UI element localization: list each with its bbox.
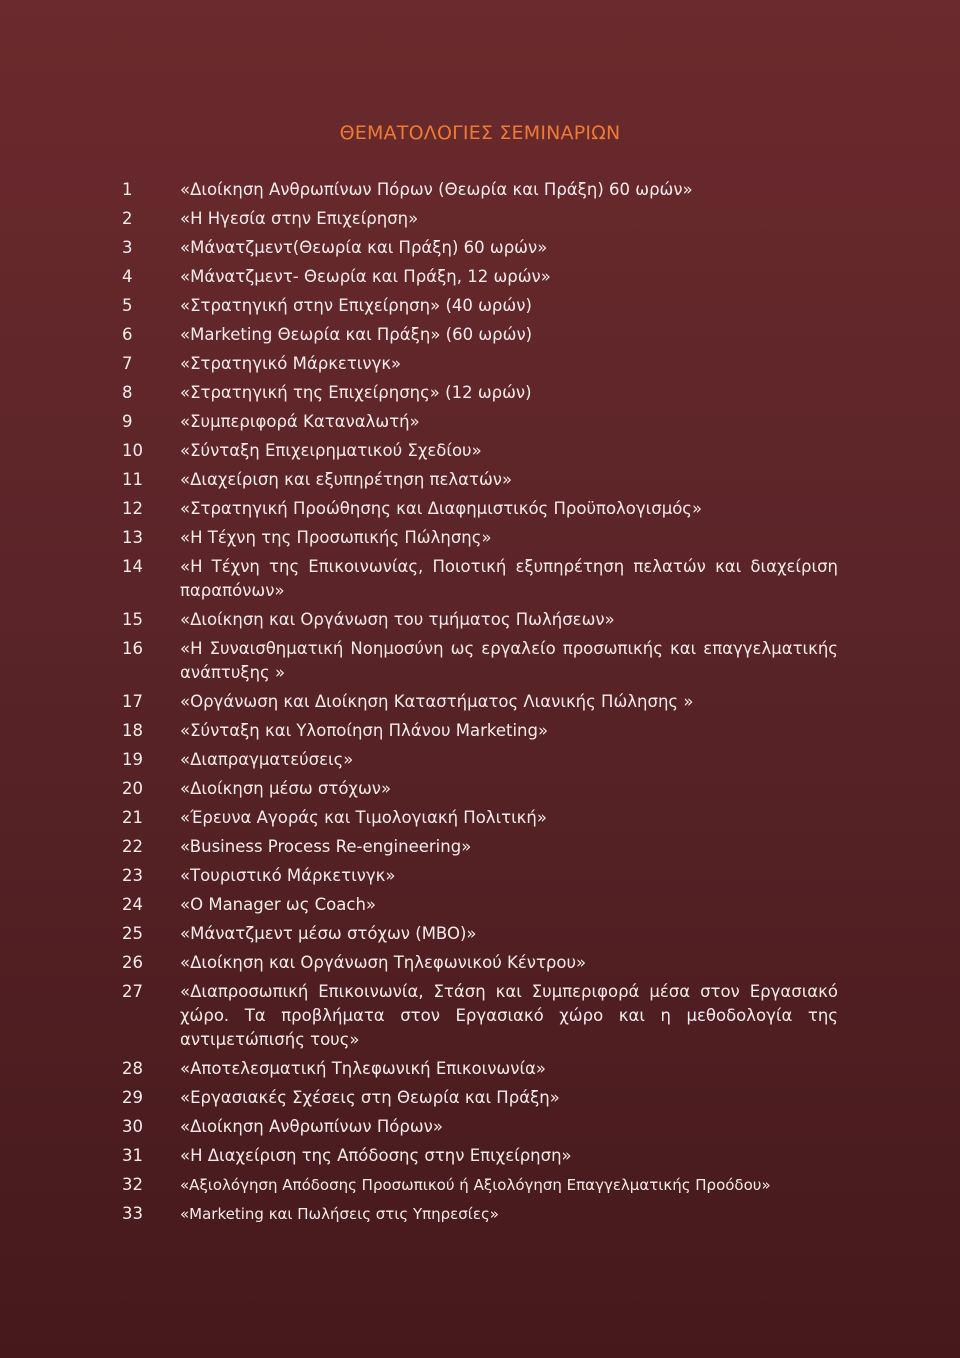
list-item bbox=[122, 608, 838, 632]
list-item bbox=[122, 637, 838, 685]
item-text: «Μάνατζμεντ μέσω στόχων (MBO)» bbox=[180, 924, 477, 943]
list-item bbox=[122, 352, 838, 376]
item-text: «Εργασιακές Σχέσεις στη Θεωρία και Πράξη» bbox=[180, 1088, 560, 1107]
item-text: «Διοίκηση μέσω στόχων» bbox=[180, 779, 392, 798]
list-item bbox=[122, 323, 838, 347]
list-item bbox=[122, 922, 838, 946]
item-number: 7 bbox=[122, 354, 133, 373]
item-text: «Διαπροσωπική Επικοινωνία, Στάση και Συμπεριφορά μέσα στον Εργασιακό χώρο. Τα προβλήματα στον Εργασιακό χώρο και η μεθοδολογία της αντιμετώπισής τους» bbox=[180, 982, 838, 1049]
list-item bbox=[122, 1173, 838, 1197]
list-item bbox=[122, 236, 838, 260]
item-number: 9 bbox=[122, 412, 133, 431]
item-number: 25 bbox=[122, 924, 143, 943]
item-number: 1 bbox=[122, 180, 133, 199]
item-number: 10 bbox=[122, 441, 143, 460]
item-text: «Διοίκηση Ανθρωπίνων Πόρων» bbox=[180, 1117, 443, 1136]
item-text: «Σύνταξη Επιχειρηματικού Σχεδίου» bbox=[180, 441, 482, 460]
item-number: 11 bbox=[122, 470, 143, 489]
list-item bbox=[122, 1057, 838, 1081]
item-text: «Ο Manager ως Coach» bbox=[180, 895, 376, 914]
item-number: 6 bbox=[122, 325, 133, 344]
item-number: 3 bbox=[122, 238, 133, 257]
item-number: 20 bbox=[122, 779, 143, 798]
list-item bbox=[122, 1144, 838, 1168]
item-text: «Η Τέχνη της Προσωπικής Πώλησης» bbox=[180, 528, 492, 547]
item-number: 30 bbox=[122, 1117, 143, 1136]
item-text: «Διαχείριση και εξυπηρέτηση πελατών» bbox=[180, 470, 513, 489]
list-item bbox=[122, 951, 838, 975]
item-text: «Η Συναισθηματική Νοημοσύνη ως εργαλείο προσωπικής και επαγγελματικής ανάπτυξης » bbox=[180, 639, 838, 682]
item-number: 8 bbox=[122, 383, 133, 402]
item-text: «Στρατηγικό Μάρκετινγκ» bbox=[180, 354, 402, 373]
item-number: 31 bbox=[122, 1146, 143, 1165]
item-text: «Σύνταξη και Υλοποίηση Πλάνου Marketing» bbox=[180, 721, 549, 740]
list-item bbox=[122, 526, 838, 550]
list-item bbox=[122, 719, 838, 743]
list-item bbox=[122, 893, 838, 917]
list-item bbox=[122, 439, 838, 463]
item-number: 13 bbox=[122, 528, 143, 547]
item-text: «Η Τέχνη της Επικοινωνίας, Ποιοτική εξυπηρέτηση πελατών και διαχείριση παραπόνων» bbox=[180, 557, 838, 600]
item-number: 28 bbox=[122, 1059, 143, 1078]
item-text: «Τουριστικό Μάρκετινγκ» bbox=[180, 866, 396, 885]
seminar-list bbox=[122, 178, 838, 1231]
list-item bbox=[122, 1086, 838, 1110]
page-title: ΘΕΜΑΤΟΛΟΓΙΕΣ ΣΕΜΙΝΑΡΙΩΝ bbox=[339, 122, 621, 144]
list-item bbox=[122, 555, 838, 603]
list-item bbox=[122, 468, 838, 492]
list-item bbox=[122, 265, 838, 289]
item-number: 5 bbox=[122, 296, 133, 315]
item-text: «Διοίκηση Ανθρωπίνων Πόρων (Θεωρία και Πράξη) 60 ωρών» bbox=[180, 180, 693, 199]
list-item bbox=[122, 178, 838, 202]
item-text: «Στρατηγική της Επιχείρησης» (12 ωρών) bbox=[180, 383, 532, 402]
item-number: 19 bbox=[122, 750, 143, 769]
item-text: «Διοίκηση και Οργάνωση Τηλεφωνικού Κέντρου» bbox=[180, 953, 587, 972]
item-number: 14 bbox=[122, 557, 143, 576]
item-number: 12 bbox=[122, 499, 143, 518]
item-number: 29 bbox=[122, 1088, 143, 1107]
item-text: «Αποτελεσματική Τηλεφωνική Επικοινωνία» bbox=[180, 1059, 547, 1078]
list-item bbox=[122, 294, 838, 318]
list-item bbox=[122, 748, 838, 772]
item-text: «Μάνατζμεντ- Θεωρία και Πράξη, 12 ωρών» bbox=[180, 267, 551, 286]
item-text: «Μάνατζμεντ(Θεωρία και Πράξη) 60 ωρών» bbox=[180, 238, 548, 257]
list-item bbox=[122, 497, 838, 521]
item-number: 4 bbox=[122, 267, 133, 286]
list-item bbox=[122, 1202, 838, 1226]
list-item bbox=[122, 207, 838, 231]
list-item bbox=[122, 980, 838, 1052]
item-number: 22 bbox=[122, 837, 143, 856]
item-number: 2 bbox=[122, 209, 133, 228]
item-text: «Διαπραγματεύσεις» bbox=[180, 750, 354, 769]
item-number: 16 bbox=[122, 639, 143, 658]
item-text: «Marketing Θεωρία και Πράξη» (60 ωρών) bbox=[180, 325, 533, 344]
item-text: «Στρατηγική Προώθησης και Διαφημιστικός Προϋπολογισμός» bbox=[180, 499, 703, 518]
item-number: 18 bbox=[122, 721, 143, 740]
item-text: «Έρευνα Αγοράς και Τιμολογιακή Πολιτική» bbox=[180, 808, 547, 827]
item-number: 21 bbox=[122, 808, 143, 827]
item-number: 33 bbox=[122, 1204, 143, 1223]
list-item bbox=[122, 381, 838, 405]
item-text: «Οργάνωση και Διοίκηση Καταστήματος Λιανικής Πώλησης » bbox=[180, 692, 694, 711]
item-text: «Αξιολόγηση Απόδοσης Προσωπικού ή Αξιολόγηση Επαγγελματικής Προόδου» bbox=[180, 1176, 771, 1194]
item-text: «Διοίκηση και Οργάνωση του τμήματος Πωλήσεων» bbox=[180, 610, 615, 629]
item-text: «Στρατηγική στην Επιχείρηση» (40 ωρών) bbox=[180, 296, 532, 315]
item-text: «Η Ηγεσία στην Επιχείρηση» bbox=[180, 209, 419, 228]
list-item bbox=[122, 806, 838, 830]
item-number: 27 bbox=[122, 982, 143, 1001]
item-number: 24 bbox=[122, 895, 143, 914]
item-number: 17 bbox=[122, 692, 143, 711]
item-text: «Business Process Re-engineering» bbox=[180, 837, 472, 856]
item-text: «Η Διαχείριση της Απόδοσης στην Επιχείρηση» bbox=[180, 1146, 572, 1165]
list-item bbox=[122, 1115, 838, 1139]
item-number: 26 bbox=[122, 953, 143, 972]
item-text: «Marketing και Πωλήσεις στις Υπηρεσίες» bbox=[180, 1205, 499, 1223]
item-number: 32 bbox=[122, 1175, 143, 1194]
list-item bbox=[122, 864, 838, 888]
list-item bbox=[122, 410, 838, 434]
item-number: 15 bbox=[122, 610, 143, 629]
list-item bbox=[122, 690, 838, 714]
list-item bbox=[122, 777, 838, 801]
item-text: «Συμπεριφορά Καταναλωτή» bbox=[180, 412, 420, 431]
item-number: 23 bbox=[122, 866, 143, 885]
list-item bbox=[122, 835, 838, 859]
